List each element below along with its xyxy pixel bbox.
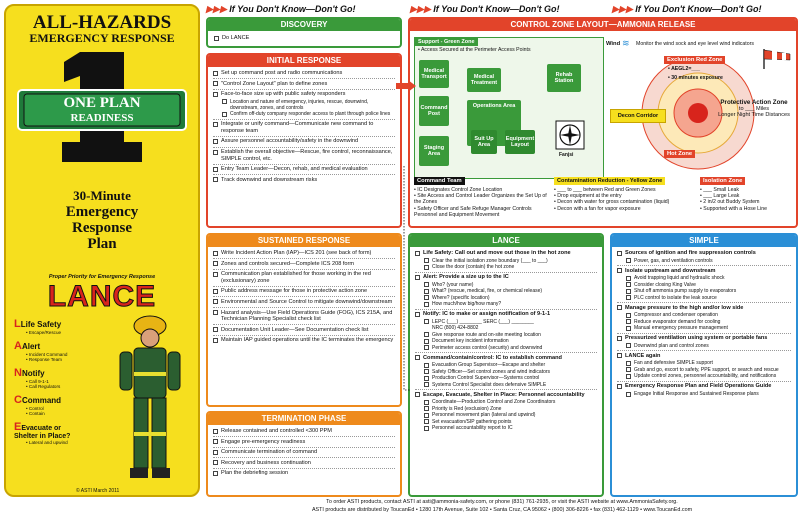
priority-caption: Proper Priority for Emergency Response: [48, 274, 156, 280]
initial-item: Assure personnel accountability/safety in the downwind: [213, 138, 395, 145]
footer-order: To order ASTI products, contact ASTI at asti@ammonia-safety.com, or phone (831) 761-2935, or visit the ASTI website at www.AmmoniaSafety.org.: [326, 499, 678, 505]
checkbox[interactable]: [424, 376, 429, 381]
initial-response-panel: [206, 53, 402, 228]
wind-text: Monitor the wind sock and eye level wind indicators: [636, 41, 754, 47]
exclusion-zone-label: Exclusion Red Zone: [664, 56, 725, 64]
connector-lines: [396, 160, 416, 400]
lance-letter-n: Notify: [21, 369, 45, 378]
initial-item: Integrate or unify command—Communicate new command to response team: [213, 121, 395, 134]
sustained-item: Environmental and Source Control to mitigate downwind/downstream: [213, 299, 395, 306]
equipment-layout-box: Equipment Layout: [505, 130, 535, 154]
protective-zone-miles: to ___ Miles: [738, 106, 770, 112]
checkbox[interactable]: [424, 382, 429, 387]
checkbox[interactable]: [424, 406, 429, 411]
sustained-response-title: SUSTAINED RESPONSE: [208, 235, 400, 247]
contamination-reduction-block: Contamination Reduction - Yellow Zone • ___ to ___ between Red and Green Zones • Drop equipment at the entry • Decon with water for gross contamination (liquid) • Decon with a fan for vapor exposure: [554, 178, 670, 212]
discovery-panel: [206, 17, 402, 48]
hot-zone-label: Hot Zone: [664, 150, 695, 158]
checkbox[interactable]: [213, 150, 218, 155]
checkbox[interactable]: [617, 305, 622, 310]
checkbox[interactable]: [424, 265, 429, 270]
checkbox[interactable]: [222, 99, 227, 104]
banner-3: ▶▶▶ If You Don't Know—Don't Go!: [612, 4, 762, 14]
termination-item: Recovery and business continuation: [213, 460, 395, 467]
sustained-item: Documentation Unit Leader—See Documentation check list: [213, 327, 395, 334]
checkbox[interactable]: [424, 369, 429, 374]
lance-a-detail-2: • Response Team: [26, 357, 62, 362]
subtitle-plan: Plan: [87, 236, 117, 252]
termination-panel: [206, 411, 402, 497]
one-plan-text: ONE PLAN: [63, 95, 141, 111]
lance-panel-title: LANCE: [410, 235, 602, 247]
fanjsi-label: Fanjsi: [559, 152, 574, 158]
lance-c-detail-1: • Control: [26, 406, 44, 411]
protective-zone-title: Protective Action Zone: [720, 99, 788, 106]
checkbox[interactable]: [213, 167, 218, 172]
green-zone-bullet: • Access Secured at the Perimeter Access Points: [418, 47, 531, 53]
termination-item: Release contained and controlled <300 PPM: [213, 428, 395, 435]
checkbox[interactable]: [213, 471, 218, 476]
checkbox[interactable]: [626, 319, 631, 324]
lance-section: Alert: Provide a size up to the IC: [415, 274, 597, 281]
sustained-item: Maintain IAP guided operations until the IC terminates the emergency: [213, 337, 395, 344]
checkbox[interactable]: [424, 426, 429, 431]
checkbox[interactable]: [424, 339, 429, 344]
title-all-hazards: ALL-HAZARDS: [32, 12, 172, 33]
simple-panel: SIMPLE Sources of ignition and fire suppression controls Power, gas, and ventilation controls Isolate upstream and downstream Avoid trapping liquid and hydraulic shock Consider closing King Valve Shut off ammonia pump supply to evaporators PLC control to isolate the leak source Manage pressure to the high and/or low side Compressor and condenser operation Reduce evaporator demand for cooling Manual emergency pressure management Pressurized ventilation using system or portable fans Downwind plan and control zones LANCE again Fan and defensive SIMPLE support Grab and go, escort to safety, PPE support, or search and rescue Update control zones, personnel accountability, and notifications Emergency Response Plan and Field Operations Guide Engage Initial Response and Sustained Response plans: [610, 233, 798, 497]
initial-response-title: INITIAL RESPONSE: [208, 55, 400, 67]
subtitle-emergency: Emergency: [65, 204, 139, 220]
subtitle-30-minute: 30-Minute: [73, 188, 131, 203]
termination-title: TERMINATION PHASE: [208, 413, 400, 425]
operations-area-box: Operations Area: [467, 100, 521, 146]
subtitle-response: Response: [71, 220, 132, 236]
discovery-title: DISCOVERY: [208, 19, 400, 31]
lance-title: LANCE: [47, 280, 157, 313]
discovery-item: Do LANCE: [208, 32, 400, 45]
checkbox[interactable]: [424, 295, 429, 300]
exclusion-bullet-2: • 30 minutes exposure: [668, 75, 723, 81]
suit-up-area-box: Suit Up Area: [471, 130, 497, 154]
checkbox[interactable]: [626, 276, 631, 281]
lance-panel: LANCE Life Safety: Call out and move out those in the hot zone Clear the initial isolation zone boundary (___ to ___) Close the door (contain) the hot zone Alert: Provide a size up to the IC Who? (your name) What? (rescue, medical, fire, or chemical release) Where? (specific location) How much/how big/how many? Notify: IC to make or assign notification of 9-1-1 LEPC (___) ________ SERC (___) ________ NRC (800) 424-8802 Give response route and on-site meeting location Document key incident information Perimeter access control (security) and downwind Command/contain/control: IC to establish command Evacuation Group Supervisor—Escape and shelter Safety Officer—Set control zones and wind indicators Production Control Supervisor—Systems control Systems Control Specialist does defensive SIMPLE Escape, Evacuate, Shelter in Place: Personnel accountability Coordinate—Production Control and Zone Coordinators Priority is Red (exclusion) Zone Personnel movement plan (lateral and upwind) Set evacuation/SIP gathering points Personnel accountability report to IC: [408, 233, 604, 497]
isolation-zone-block: Isolation Zone • ___ Small Leak • ___ Large Leak • 2 in/2 out Buddy System • Supported with a Hose Line: [700, 178, 767, 212]
arrow-right-icon: [396, 80, 416, 92]
checkbox[interactable]: [617, 384, 622, 389]
checkbox[interactable]: [626, 258, 631, 263]
simple-section: Emergency Response Plan and Field Operations Guide: [617, 383, 791, 390]
checkbox[interactable]: [213, 122, 218, 127]
initial-subitem: Location and nature of emergency, injuries, rescue, downwind, downstream, zones, and controls: [222, 99, 395, 111]
initial-item: Face-to-face size up with public safety responders: [213, 91, 395, 98]
simple-section: Sources of ignition and fire suppression controls: [617, 250, 791, 257]
initial-item: Entry Team Leader—Decon, rehab, and medical evaluation: [213, 166, 395, 173]
protective-zone-night: Longer Night Time Distances: [718, 112, 790, 118]
checkbox[interactable]: [617, 336, 622, 341]
checkbox[interactable]: [213, 299, 218, 304]
checkbox[interactable]: [213, 177, 218, 182]
checkbox[interactable]: [213, 439, 218, 444]
checkbox[interactable]: [213, 327, 218, 332]
checkbox[interactable]: [213, 92, 218, 97]
fanjsi-icon: [555, 120, 585, 150]
checkbox[interactable]: [617, 251, 622, 256]
checkbox[interactable]: [424, 363, 429, 368]
checkbox[interactable]: [617, 353, 622, 358]
checkbox[interactable]: [213, 289, 218, 294]
sustained-item: Communication plan established for those working in the red (exclusionary) zone: [213, 271, 395, 284]
checkbox[interactable]: [213, 429, 218, 434]
green-zone-label: Support - Green Zone: [415, 38, 478, 46]
green-zone: [414, 37, 604, 179]
title-panel: ALL-HAZARDS EMERGENCY RESPONSE ONE PLAN READINESS 30-Minute Emergency Response Plan Proper Priority for Emergency Response LANCE LLife Safety • Escape/Rescue AAlert • Incident Command • Response Team NNotify • Call 9-1-1 • Call Regulators CCommand • Control • Contain EEvacuate or Shelter in Place? • Lateral and upwind © ASTI March 2011: [4, 4, 200, 497]
checkbox[interactable]: [213, 139, 218, 144]
exclusion-bullet-1: • AEGL2=___: [668, 66, 701, 72]
simple-section: LANCE again: [617, 353, 791, 360]
checkbox[interactable]: [213, 71, 218, 76]
simple-section: Isolate upstream and downstream: [617, 268, 791, 275]
copyright-text: © ASTI March 2011: [76, 488, 120, 494]
checkbox[interactable]: [424, 332, 429, 337]
checkbox[interactable]: [626, 326, 631, 331]
checkbox[interactable]: [626, 282, 631, 287]
checkbox[interactable]: [213, 338, 218, 343]
medical-treatment-box: Medical Treatment: [467, 68, 501, 92]
lance-a-detail-1: • Incident Command: [26, 352, 68, 357]
lance-n-detail-1: • Call 9-1-1: [26, 379, 49, 384]
command-team-block: Command Team • IC Designates Control Zone Location • Site Access and Control Leader Organizes the Set Up of the Zones • Safety Officer and Safe Refuge Manager Controls Personnel and Equipment Movement: [414, 178, 547, 218]
sustained-item: Write Incident Action Plan (IAP)—ICS 201 (see back of form): [213, 250, 395, 257]
firefighter-icon: [110, 312, 190, 492]
checkbox[interactable]: [424, 319, 429, 324]
checkbox[interactable]: [213, 310, 218, 315]
initial-item: Track downwind and downstream risks: [213, 177, 395, 184]
checkbox[interactable]: [626, 367, 631, 372]
simple-section: Pressurized ventilation using system or portable fans: [617, 335, 791, 342]
lance-c-detail-2: • Contain: [26, 411, 45, 416]
termination-item: Plan the debriefing session: [213, 470, 395, 477]
initial-item: "Control Zone Layout" plan to define zones: [213, 81, 395, 88]
checkbox[interactable]: [213, 450, 218, 455]
lance-letter-a: Alert: [21, 342, 41, 351]
checkbox[interactable]: [213, 251, 218, 256]
command-post-box: Command Post: [419, 96, 449, 126]
sustained-item: Zones and controls secured—Complete ICS 208 form: [213, 261, 395, 268]
decon-corridor: Decon Corridor: [610, 109, 666, 123]
checkbox[interactable]: [626, 343, 631, 348]
staging-area-box: Staging Area: [419, 136, 449, 166]
simple-section: Manage pressure to the high and/or low side: [617, 305, 791, 312]
checkbox[interactable]: [424, 419, 429, 424]
control-zone-panel: [408, 17, 798, 228]
lance-section: Escape, Evacuate, Shelter in Place: Personnel accountability: [415, 392, 597, 399]
checkbox[interactable]: [626, 361, 631, 366]
lance-section: Command/contain/control: IC to establish command: [415, 355, 597, 362]
lance-e-detail: • Lateral and upwind: [26, 440, 68, 445]
lance-section: Life Safety: Call out and move out those in the hot zone: [415, 250, 597, 257]
rehab-station-box: Rehab Station: [547, 64, 581, 92]
lance-letter-l: Life Safety: [20, 320, 62, 329]
checkbox[interactable]: [626, 289, 631, 294]
banner-2: ▶▶▶ If You Don't Know—Don't Go!: [410, 4, 560, 14]
checkbox[interactable]: [626, 295, 631, 300]
readiness-text: READINESS: [70, 112, 134, 124]
lance-n-detail-2: • Call Regulators: [26, 384, 61, 389]
initial-subitem: Confirm off-duty company responder access to plant through police lines: [222, 111, 395, 117]
checkbox[interactable]: [424, 282, 429, 287]
sustained-item: Public address message for those in protective action zone: [213, 288, 395, 295]
lance-l-detail: • Escape/Rescue: [26, 330, 62, 335]
initial-item: Establish the overall objective—Rescue, fire control, reconnaissance, SIMPLE control, etc.: [213, 149, 395, 162]
checkbox[interactable]: [617, 268, 622, 273]
title-emergency-response: EMERGENCY RESPONSE: [29, 31, 175, 45]
lance-letter-e: Evacuate or Shelter in Place?: [14, 425, 71, 440]
checkbox[interactable]: [424, 413, 429, 418]
checkbox[interactable]: [626, 392, 631, 397]
checkbox[interactable]: [213, 272, 218, 277]
termination-item: Engage pre-emergency readiness: [213, 439, 395, 446]
wind-icon: ≋: [622, 38, 630, 48]
checkbox[interactable]: [213, 81, 218, 86]
checkbox[interactable]: [222, 112, 227, 117]
lance-section: Notify: IC to make or assign notification of 9-1-1: [415, 311, 597, 318]
checkbox[interactable]: [424, 302, 429, 307]
banner-1: ▶▶▶ If You Don't Know—Don't Go!: [206, 4, 356, 14]
checkbox[interactable]: [214, 36, 219, 41]
control-zone-title: CONTROL ZONE LAYOUT—AMMONIA RELEASE: [410, 19, 796, 31]
footer-distributor: ASTI products are distributed by ToucanEd • 1280 17th Avenue, Suite 102 • Santa Cruz, CA 95062 • (800) 306-8226 • fax (831) 462-1129 • www.ToucanEd.com: [311, 507, 693, 513]
sustained-response-panel: [206, 233, 402, 407]
sustained-item: Hazard analysis—Use Field Operations Guide (FOG), ICS 215A, and Technician Planning Specialist check list: [213, 310, 395, 323]
checkbox[interactable]: [213, 460, 218, 465]
simple-panel-title: SIMPLE: [612, 235, 796, 247]
initial-item: Set up command post and radio communications: [213, 70, 395, 77]
checkbox[interactable]: [626, 374, 631, 379]
checkbox[interactable]: [424, 258, 429, 263]
medical-transport-box: Medical Transport: [419, 60, 449, 88]
lance-letter-c: Command: [21, 396, 62, 405]
checkbox[interactable]: [213, 261, 218, 266]
checkbox[interactable]: [424, 400, 429, 405]
checkbox[interactable]: [626, 313, 631, 318]
checkbox[interactable]: [424, 345, 429, 350]
checkbox[interactable]: [424, 289, 429, 294]
wind-label: Wind: [606, 41, 621, 47]
termination-item: Communicate termination of command: [213, 449, 395, 456]
